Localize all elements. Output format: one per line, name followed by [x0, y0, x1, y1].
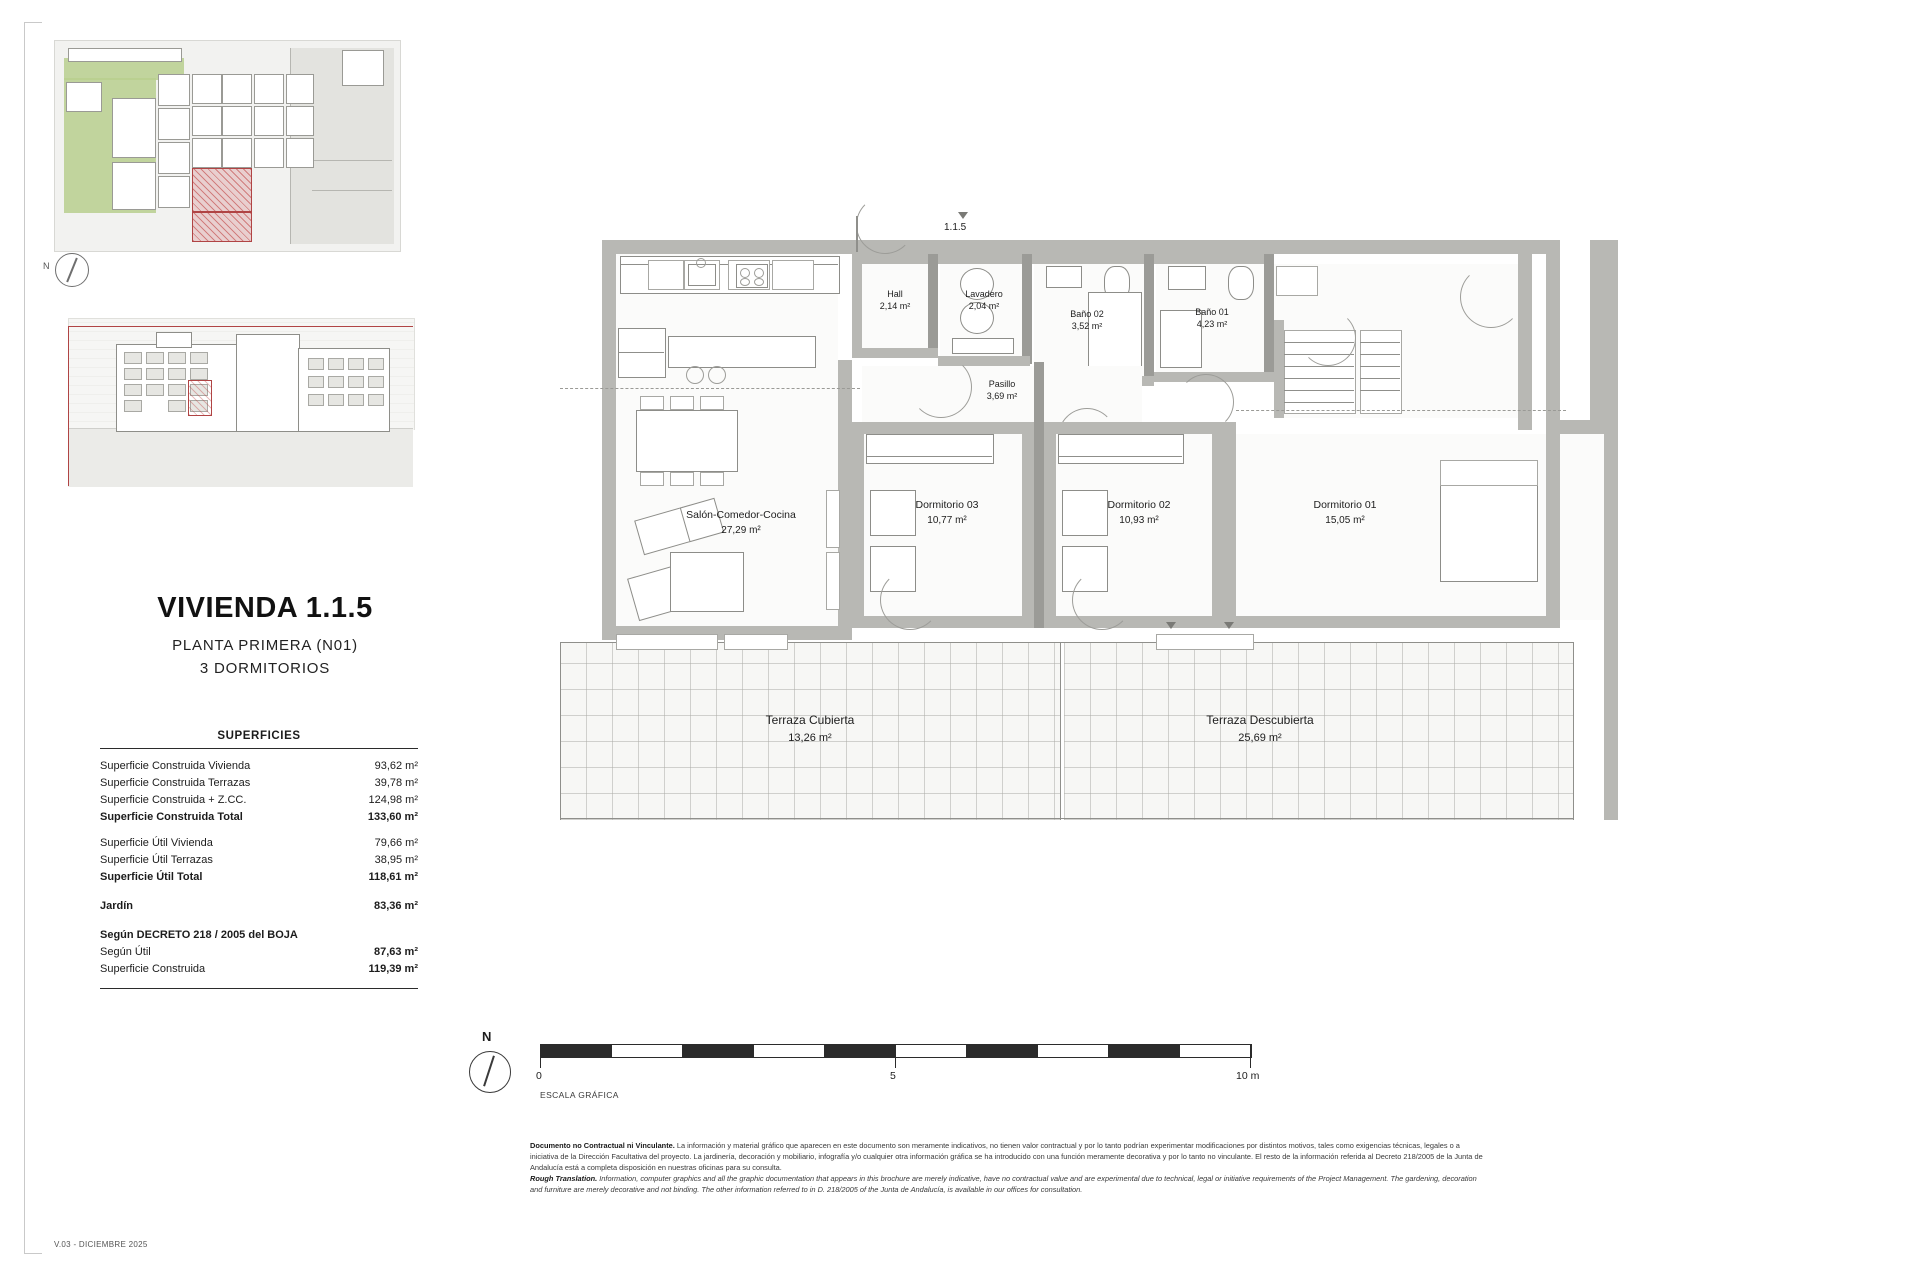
disclaimer-p1-bold: Documento no Contractual ni Vinculante. — [530, 1141, 675, 1150]
graphic-scale-bar — [530, 1022, 1270, 1102]
wardrobe — [1058, 434, 1184, 464]
row-value: 124,98 m² — [368, 794, 418, 806]
table-row — [100, 898, 418, 915]
room-area: 27,29 m² — [721, 525, 761, 536]
room-name: Terraza Cubierta — [765, 713, 855, 727]
room-name: Hall — [887, 289, 903, 299]
room-area: 13,26 m² — [788, 732, 832, 744]
room-area: 3,69 m² — [986, 391, 1018, 401]
row-value: 119,39 m² — [368, 963, 418, 975]
table-row — [100, 758, 418, 775]
room-name: Baño 02 — [1070, 309, 1104, 319]
room-name: Dormitorio 03 — [915, 499, 979, 511]
elevation-unit-highlight — [188, 380, 212, 416]
table-row — [100, 852, 418, 869]
unit-tag-label: 1.1.5 — [944, 222, 967, 233]
door-swing-icon — [910, 356, 972, 418]
surfaces-heading: SUPERFICIES — [217, 730, 301, 742]
scale-caption: ESCALA GRÁFICA — [540, 1090, 619, 1100]
row-label: Según Útil — [100, 946, 151, 958]
compass-north-label: N — [482, 1029, 492, 1044]
row-label: Superficie Útil Total — [100, 871, 203, 883]
table-row — [100, 809, 418, 826]
site-plan-unit-highlight — [192, 168, 252, 212]
left-rule-tick-bottom — [24, 1253, 42, 1254]
room-area: 2,14 m² — [879, 301, 911, 311]
table-row — [100, 835, 418, 852]
room-label-lavadero — [938, 288, 1030, 312]
table-row — [100, 869, 418, 886]
door-swing-icon — [856, 196, 914, 254]
decreto-heading: Según DECRETO 218 / 2005 del BOJA — [100, 929, 298, 941]
scale-tick-0: 0 — [536, 1070, 542, 1082]
row-value: 133,60 m² — [367, 811, 418, 823]
floor-plan-drawing — [560, 160, 1620, 950]
room-name: Pasillo — [988, 379, 1016, 389]
table-row — [100, 775, 418, 792]
row-value: 93,62 m² — [374, 760, 418, 772]
scale-tick-10: 10 m — [1236, 1070, 1260, 1082]
row-label: Superficie Construida + Z.CC. — [100, 794, 247, 806]
disclaimer-p2-text: Information, computer graphics and all the graphic documentation that appears in this brochure are merely indicative, have no contractual value and are experimental due to technical, legal or initiative requirements of the Project Management. The gardening, decoration and furniture are merely decorative and not binding. The other information referred to in D. 218/2005 of the Junta de Andalucía, is available in our offices for consultation. — [530, 1174, 1477, 1194]
row-value: 83,36 m² — [373, 900, 418, 912]
room-label-bano02 — [1032, 308, 1142, 332]
door-swing-icon — [880, 570, 940, 630]
room-name: Terraza Descubierta — [1206, 713, 1314, 727]
surfaces-table — [100, 730, 418, 989]
room-name: Dormitorio 01 — [1313, 499, 1377, 511]
room-area: 10,93 m² — [1119, 515, 1159, 526]
row-value: 39,78 m² — [374, 777, 418, 789]
section-line — [560, 388, 860, 389]
left-panel — [0, 0, 470, 1280]
row-value: 118,61 m² — [368, 871, 418, 883]
room-area: 4,23 m² — [1196, 319, 1228, 329]
room-label-terraza-cubierta — [670, 712, 950, 747]
bedrooms-label: 3 DORMITORIOS — [199, 660, 331, 677]
table-row — [100, 961, 418, 978]
row-label: Superficie Construida — [100, 963, 206, 975]
table-row — [100, 944, 418, 961]
disclaimer-p2-bold: Rough Translation. — [530, 1174, 598, 1183]
room-label-dorm03 — [872, 498, 1022, 528]
row-label: Superficie Construida Vivienda — [100, 760, 251, 772]
room-area: 3,52 m² — [1071, 321, 1103, 331]
version-label: V.03 - DICIEMBRE 2025 — [54, 1240, 148, 1249]
row-label: Superficie Útil Terrazas — [100, 854, 213, 866]
room-name: Dormitorio 02 — [1107, 499, 1171, 511]
site-plan-compass-icon: N — [55, 253, 89, 287]
room-area: 2,04 m² — [968, 301, 1000, 311]
row-label: Jardín — [100, 900, 134, 912]
room-area: 25,69 m² — [1238, 732, 1282, 744]
room-area: 15,05 m² — [1325, 515, 1365, 526]
row-label: Superficie Construida Total — [100, 811, 243, 823]
row-value: 87,63 m² — [373, 946, 418, 958]
row-value: 79,66 m² — [374, 837, 418, 849]
left-rule-tick-top — [24, 22, 42, 23]
scale-tick-5: 5 — [890, 1070, 896, 1082]
title-block — [100, 592, 430, 677]
room-name: Baño 01 — [1195, 307, 1229, 317]
room-label-dorm01 — [1250, 498, 1440, 528]
table-row — [100, 792, 418, 809]
room-label-terraza-descubierta — [1100, 712, 1420, 747]
room-name: Salón-Comedor-Cocina — [686, 509, 796, 521]
row-value: 38,95 m² — [374, 854, 418, 866]
room-label-salon — [646, 508, 836, 538]
room-label-bano01 — [1156, 306, 1268, 330]
page-title: VIVIENDA 1.1.5 — [157, 592, 373, 624]
disclaimer-p1-text: La información y material gráfico que aparecen en este documento son meramente indicativos, no tienen valor contractual y por lo tanto podrían experimentar modificaciones por distintos motivos, tales como exigencias técnicas, legales o a iniciativa de la Dirección Facultativa del proyecto. La jardinería, decoración y mobiliario, infografía y/o cualquier otra información gráfica se ha introducido con una función meramente decorativa y por lo tanto no vinculante. El resto de la información referida al Decreto 218/2005 de la Junta de Andalucía está a completa disposición en nuestras oficinas para su consulta. — [530, 1141, 1483, 1172]
disclaimer-block — [530, 1140, 1490, 1195]
room-label-dorm02 — [1064, 498, 1214, 528]
plan-compass-icon — [466, 1025, 512, 1095]
floor-label: PLANTA PRIMERA (N01) — [172, 637, 358, 654]
wardrobe — [866, 434, 994, 464]
door-swing-icon — [1072, 570, 1132, 630]
section-line — [1236, 410, 1566, 411]
room-label-hall — [852, 288, 938, 312]
row-label: Superficie Construida Terrazas — [100, 777, 251, 789]
site-plan-key — [54, 40, 454, 260]
room-name: Lavadero — [965, 289, 1003, 299]
left-vertical-rule — [24, 22, 25, 1254]
elevation-key — [68, 318, 428, 498]
room-area: 10,77 m² — [927, 515, 967, 526]
unit-pointer-icon — [958, 212, 968, 219]
row-label: Superficie Útil Vivienda — [100, 837, 213, 849]
